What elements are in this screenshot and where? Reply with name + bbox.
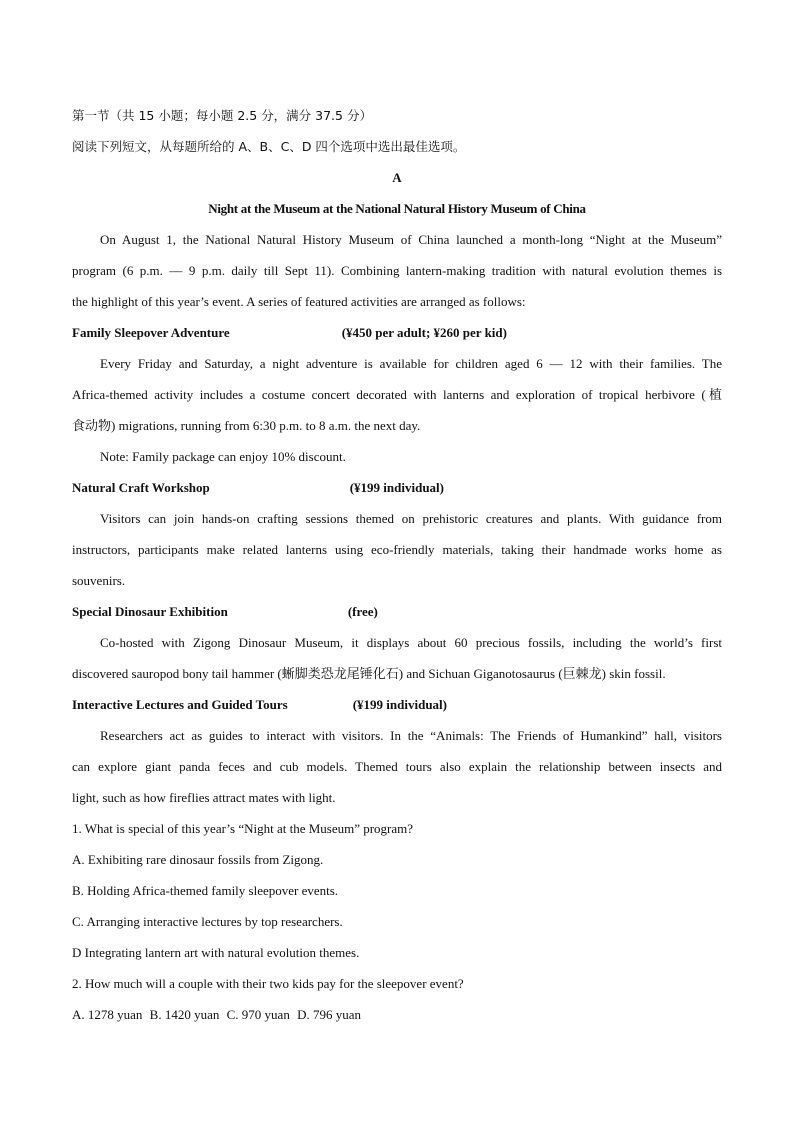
activity-heading xyxy=(72,596,722,627)
activity-text-line: Africa-themed activity includes a costume concert decorated with lanterns and exploration of tropical herbivore (植 xyxy=(72,387,722,402)
answer-option[interactable]: A. Exhibiting rare dinosaur fossils from Zigong. xyxy=(72,852,324,867)
activity-text-line: Visitors can join hands-on crafting sessions themed on prehistoric creatures and plants. With guidance from xyxy=(100,511,722,526)
answer-option[interactable]: A. 1278 yuan xyxy=(72,1007,143,1022)
activity-name: Interactive Lectures and Guided Tours xyxy=(72,697,288,712)
activity-price: (¥450 per adult; ¥260 per kid) xyxy=(341,325,507,340)
intro-line: the highlight of this year’s event. A series of featured activities are arranged as follows: xyxy=(72,294,526,309)
activity-heading xyxy=(72,689,722,720)
answer-option[interactable]: C. Arranging interactive lectures by top researchers. xyxy=(72,914,343,929)
activity-name: Special Dinosaur Exhibition xyxy=(72,604,228,619)
activity-text-line: Researchers act as guides to interact with visitors. In the “Animals: The Friends of Humankind” hall, visitors xyxy=(100,728,722,743)
answer-options-row xyxy=(72,999,722,1030)
activity-text-line: discovered sauropod bony tail hammer (蜥脚类恐龙尾锤化石) and Sichuan Giganotosaurus (巨棘龙) skin fossil. xyxy=(72,666,666,681)
answer-option[interactable]: D. 796 yuan xyxy=(297,1007,361,1022)
answer-option[interactable]: B. 1420 yuan xyxy=(149,1007,220,1022)
activity-text-line: Every Friday and Saturday, a night adventure is available for children aged 6 — 12 with their families. The xyxy=(100,356,722,371)
activity-text-line: 食动物) migrations, running from 6:30 p.m. to 8 a.m. the next day. xyxy=(72,418,421,433)
activity-heading xyxy=(72,317,722,348)
activity-name: Family Sleepover Adventure xyxy=(72,325,230,340)
activity-text-line: Co-hosted with Zigong Dinosaur Museum, it displays about 60 precious fossils, including the world’s first xyxy=(100,635,722,650)
activity-price: (free) xyxy=(347,604,378,619)
question-stem: 1. What is special of this year’s “Night at the Museum” program? xyxy=(72,821,414,836)
exam-page xyxy=(72,100,722,1030)
intro-line: On August 1, the National Natural History Museum of China launched a month-long “Night at the Museum” xyxy=(100,232,722,247)
activity-text-line: light, such as how fireflies attract mates with light. xyxy=(72,790,336,805)
activity-heading xyxy=(72,472,722,503)
activity-text-line: instructors, participants make related lanterns using eco-friendly materials, taking their handmade works home as xyxy=(72,542,722,557)
question-stem: 2. How much will a couple with their two kids pay for the sleepover event? xyxy=(72,976,464,991)
instruction: 阅读下列短文，从每题所给的 A、B、C、D 四个选项中选出最佳选项。 xyxy=(72,139,466,154)
activity-price: (¥199 individual) xyxy=(352,697,447,712)
activity-note: Note: Family package can enjoy 10% discount. xyxy=(100,449,346,464)
answer-option[interactable]: C. 970 yuan xyxy=(226,1007,290,1022)
activity-price: (¥199 individual) xyxy=(349,480,444,495)
answer-option[interactable]: D Integrating lantern art with natural evolution themes. xyxy=(72,945,360,960)
activity-text-line: can explore giant panda feces and cub models. Themed tours also explain the relationship between insects and xyxy=(72,759,722,774)
activity-text-line: souvenirs. xyxy=(72,573,126,588)
section-note: 第一节（共 15 小题；每小题 2.5 分，满分 37.5 分） xyxy=(72,108,372,123)
answer-option[interactable]: B. Holding Africa-themed family sleepover events. xyxy=(72,883,339,898)
passage-title: Night at the Museum at the National Natural History Museum of China xyxy=(208,201,586,216)
passage-letter: A xyxy=(392,170,402,185)
activity-name: Natural Craft Workshop xyxy=(72,480,210,495)
intro-line: program (6 p.m. — 9 p.m. daily till Sept 11). Combining lantern-making tradition with natural evolution themes is xyxy=(72,263,722,278)
